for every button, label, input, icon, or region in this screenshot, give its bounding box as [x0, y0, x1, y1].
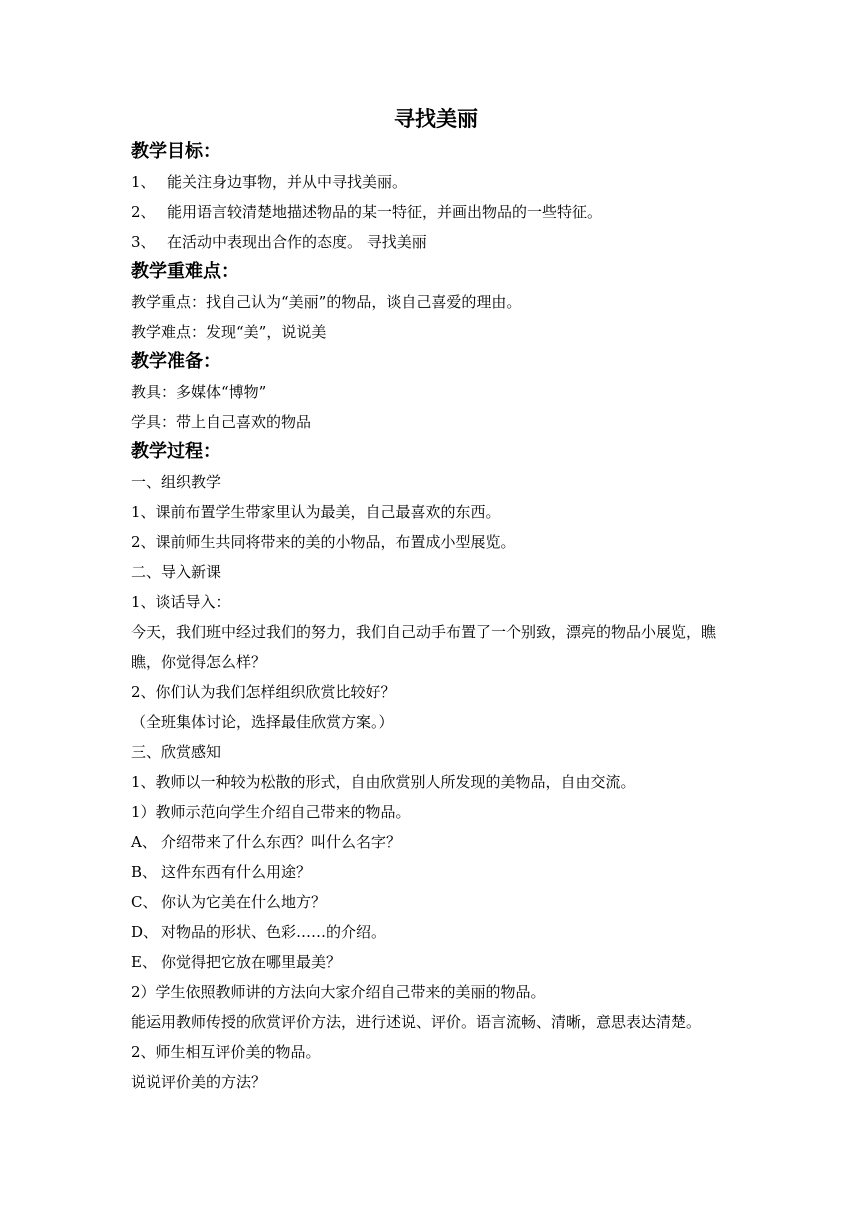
process-line: 2）学生依照教师讲的方法向大家介绍自己带来的美丽的物品。 — [131, 983, 546, 1001]
preparation-line: 教具：多媒体“博物” — [131, 383, 267, 401]
item-text: 你觉得把它放在哪里最美？ — [161, 953, 342, 971]
item-number: 2、 — [131, 203, 156, 221]
process-line: 1、谈话导入： — [131, 593, 231, 611]
item-text: 在活动中表现出合作的态度。 寻找美丽 — [167, 233, 427, 251]
key-point-line: 教学重点：找自己认为“美丽”的物品，谈自己喜爱的理由。 — [131, 293, 522, 311]
item-text: 对物品的形状、色彩……的介绍。 — [161, 923, 387, 941]
objective-item — [131, 197, 741, 227]
item-text: 这件东西有什么用途？ — [161, 863, 312, 881]
objective-item — [131, 227, 741, 257]
process-line: 2、你们认为我们怎样组织欣赏比较好？ — [131, 683, 396, 701]
process-line: 1、课前布置学生带家里认为最美，自己最喜欢的东西。 — [131, 503, 501, 521]
item-text: 能关注身边事物，并从中寻找美丽。 — [167, 173, 408, 191]
item-letter: C、 — [131, 893, 158, 911]
process-line: 1、教师以一种较为松散的形式，自由欣赏别人所发现的美物品，自由交流。 — [131, 773, 636, 791]
objectives-heading: 教学目标： — [131, 141, 221, 162]
document-page — [131, 104, 741, 1097]
process-line: 1）教师示范向学生介绍自己带来的物品。 — [131, 803, 411, 821]
item-text: 能用语言较清楚地描述物品的某一特征，并画出物品的一些特征。 — [167, 203, 603, 221]
item-number: 1、 — [131, 173, 156, 191]
process-line: 2、师生相互评价美的物品。 — [131, 1043, 321, 1061]
process-paragraph: 能运用教师传授的欣赏评价方法，进行述说、评价。语言流畅、清晰，意思表达清楚。 — [131, 1013, 702, 1031]
key-point-line: 教学难点：发现“美”，说说美 — [131, 323, 327, 341]
lettered-item — [131, 947, 741, 977]
process-paragraph: 今天，我们班中经过我们的努力，我们自己动手布置了一个别致，漂亮的物品小展览，瞧瞧，你觉得怎么样？ — [131, 623, 717, 671]
objective-item — [131, 167, 741, 197]
item-letter: B、 — [131, 863, 158, 881]
item-letter: A、 — [131, 833, 157, 851]
process-line: 一、组织教学 — [131, 473, 222, 491]
item-number: 3、 — [131, 233, 156, 251]
document-title: 寻找美丽 — [394, 107, 478, 131]
preparation-heading: 教学准备： — [131, 351, 221, 372]
lettered-item — [131, 827, 741, 857]
lettered-item — [131, 887, 741, 917]
process-line: 2、课前师生共同将带来的美的小物品，布置成小型展览。 — [131, 533, 516, 551]
item-text: 介绍带来了什么东西？叫什么名字？ — [161, 833, 402, 851]
process-line: 三、欣赏感知 — [131, 743, 222, 761]
preparation-line: 学具：带上自己喜欢的物品 — [131, 413, 312, 431]
process-heading: 教学过程： — [131, 441, 221, 462]
process-line: （全班集体讨论，选择最佳欣赏方案。） — [131, 713, 394, 731]
item-letter: D、 — [131, 923, 159, 941]
lettered-item — [131, 857, 741, 887]
process-line: 二、导入新课 — [131, 563, 222, 581]
lettered-item — [131, 917, 741, 947]
item-letter: E、 — [131, 953, 157, 971]
key-points-heading: 教学重难点： — [131, 261, 239, 282]
item-text: 你认为它美在什么地方？ — [161, 893, 327, 911]
process-line: 说说评价美的方法？ — [131, 1073, 267, 1091]
